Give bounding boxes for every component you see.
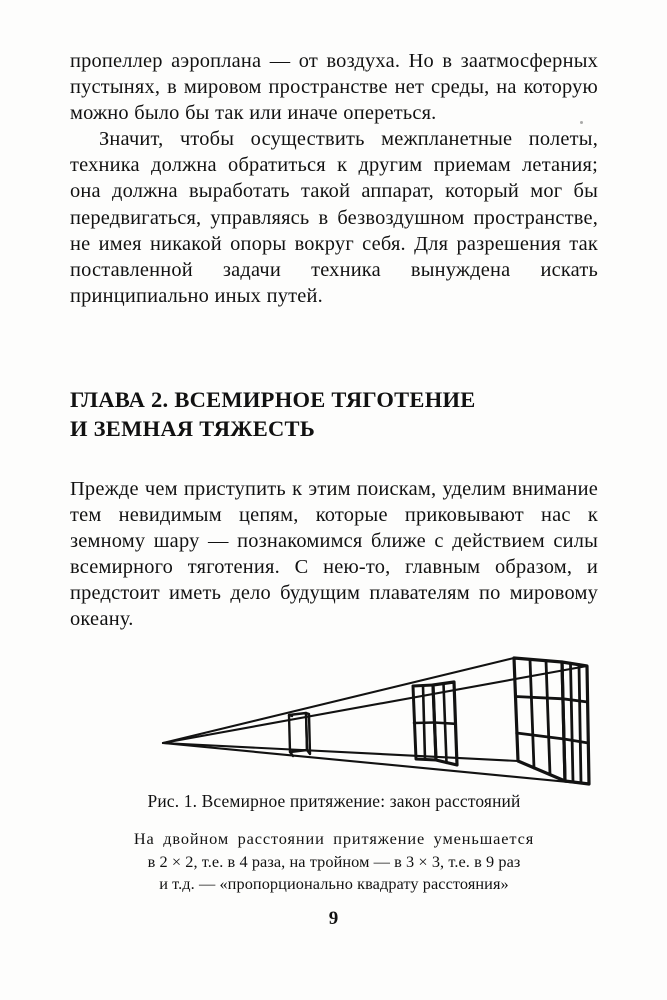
frame-3-back-divider-h2 xyxy=(517,733,564,739)
frame-3-back-outline xyxy=(514,658,565,781)
text-block-after-heading xyxy=(70,476,598,633)
figure-subcaption-line-3: и т.д. — «пропорционально квадрату расстояния» xyxy=(159,874,509,894)
figure-caption: Рис. 1. Всемирное притяжение: закон расстояний xyxy=(147,791,521,811)
frame-3-back-divider-v2 xyxy=(546,661,550,775)
frame-2-back-divider-horizontal xyxy=(414,723,435,724)
frame-3-front-outline xyxy=(562,662,589,784)
figure-1 xyxy=(110,644,638,802)
text-block-top xyxy=(70,48,598,309)
figure-subcaption-line-2: в 2 × 2, т.е. в 4 раза, на тройном — в 3 × 3, т.е. в 9 раз xyxy=(147,851,521,871)
chapter-heading xyxy=(70,385,598,443)
cone-edge-top-front xyxy=(163,666,587,743)
frame-1-front-face xyxy=(306,713,310,754)
chapter-heading-line-2: И ЗЕМНАЯ ТЯЖЕСТЬ xyxy=(70,416,315,441)
page-number: 9 xyxy=(328,908,339,929)
paragraph-1: пропеллер аэроплана — от воздуха. Но в заатмосферных пустынях, в мировом пространстве нет среды, на которую можно было бы так или иначе опереться. xyxy=(70,50,598,125)
scan-speck xyxy=(580,121,583,124)
cone-edge-bottom-back xyxy=(163,743,518,761)
frame-3-front-divider-h1 xyxy=(563,699,588,702)
cone-edge-top-back xyxy=(163,658,514,743)
perspective-diagram-svg xyxy=(110,644,638,802)
frame-2-front-divider-horizontal xyxy=(434,723,456,724)
frame-1-top-connector xyxy=(289,715,292,716)
figure-subcaption xyxy=(70,828,598,896)
frame-3-front-divider-h2 xyxy=(564,739,588,743)
frame-3-front-divider-v2 xyxy=(579,665,581,783)
frame-3-front-divider-v1 xyxy=(571,663,574,782)
figure-subcaption-line-1: На двойном расстоянии притяжение уменьшается xyxy=(133,829,535,848)
frame-3-back-divider-h1 xyxy=(515,697,563,699)
paragraph-3: Прежде чем приступить к этим поискам, уделим внимание тем невидимым цепям, которые приковывают нас к земному шару — познакомимся ближе с действием силы всемирного тяготения. С нею-то, главным образом, и предстоит иметь дело будущим плавателям по мировому океану. xyxy=(70,478,598,631)
paragraph-2: Значит, чтобы осуществить межпланетные полеты, техника должна обратиться к другим приемам летания; она должна выработать такой аппарат, который мог бы передвигаться, управляясь в безвоздушном пространстве, не имея никакой опоры вокруг себя. Для разрешения так поставленной задачи техника вынуждена искать принципиально иных путей. xyxy=(70,128,598,307)
chapter-heading-line-1: ГЛАВА 2. ВСЕМИРНОЕ ТЯГОТЕНИЕ xyxy=(70,387,476,412)
